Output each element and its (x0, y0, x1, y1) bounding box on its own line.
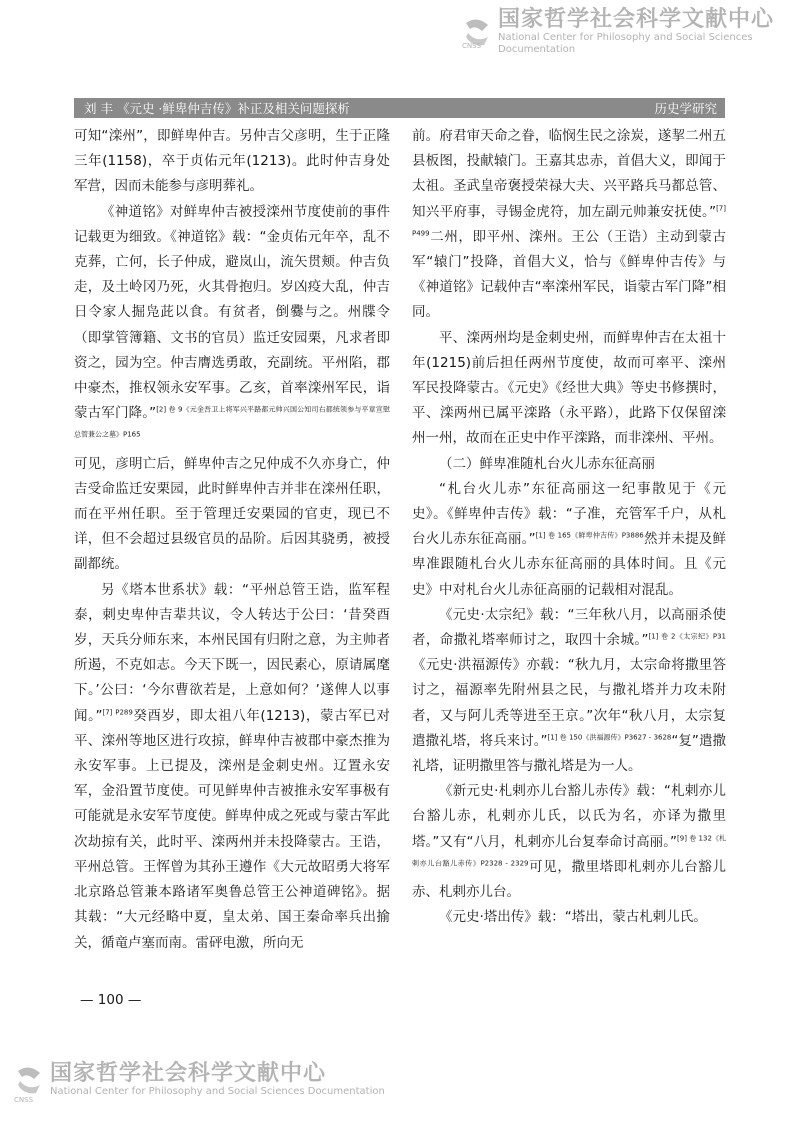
paragraph: 前。府君审天命之眷，临悯生民之涂炭，遂挈二州五县板图，投献辕门。王嘉其忠赤，首倡大义，即闻于太祖。圣武皇帝褒授荣禄大夫、兴平路兵马都总管、知兴平府事，寻锡金虎符，加左副元帅兼安抚使。”$^{[7] P499}$二州，即平州、滦州。王公（王诰）主动到蒙古军“辕门”投降，首倡大义，恰与《鲜卑仲吉传》与《神道铭》记载仲吉“率滦州军民，诣蒙古军门降”相同。 (412, 128, 726, 321)
paragraph: 《元史·太宗纪》载：“三年秋八月，以高丽杀使者，命撒礼塔率师讨之，取四十余城。”$^{[1] 卷 2《太宗纪》P31}$《元史·洪福源传》亦载：“秋九月，太宗命将撒里答讨之，福源率先附州县之民，与撒礼塔并力攻未附者，又与阿儿秃等进至王京。”次年“秋八月，太宗复遣撒礼塔，将兵来讨。”$^{[1] 卷 150《洪福源传》P3627 - 3628}$“复”遣撒礼塔，证明撒里答与撒礼塔是为一人。 (412, 606, 726, 775)
watermark-bottom (14, 1061, 385, 1104)
footnote-citation: [7] P289 (102, 708, 133, 717)
footnote-citation: [9] 卷 132《札剌亦儿台豁儿赤传》P2328 - 2329 (412, 834, 727, 868)
ncpssd-logo-icon (14, 1065, 44, 1095)
footnote-citation: [7] P499 (412, 204, 726, 238)
paragraph: 平、滦两州均是金刺史州，而鲜卑仲吉在太祖十年(1215)前后担任两州节度使，故而可率平、滦州军民投降蒙古。《元史》《经世大典》等史书修撰时，平、滦两州已属平滦路（永平路），此路下仅保留滦州一州，故而在正史中作平滦路，而非滦州、平州。 (412, 329, 726, 447)
paragraph: 可见，彦明亡后，鲜卑仲吉之兄仲成不久亦身亡，仲吉受命监迁安栗园，此时鲜卑仲吉并非在滦州任职，而在平州任职。至于管理迁安栗园的官吏，现已不详，但不会超过县级官员的品阶。后因其骁勇，被授副都统。 (74, 455, 390, 573)
paragraph: 《神道铭》对鲜卑仲吉被授滦州节度使前的事件记载更为细致。《神道铭》载：“金贞佑元年卒，乱不克葬，亡何，长子仲成，避岚山，流矢贯颊。仲吉负走，及土岭冈乃死，火其骨抱归。岁凶疫大乱，仲吉日令家人掘凫茈以食。有贫者，倒爨与之。州牒令（即掌管簿籍、文书的官员）监迁安园栗，凡求者即资之，园为空。仲吉膺选勇敢，充副统。平州陷，郡中豪杰，推权领永安军事。乙亥，首率滦州军民，诣蒙古军门降。”$^{[2] 卷 9《元金吾卫上将军兴平路都元帅兴国公知司右都统领参与平章宣慰总管兼公之墓》P165}$ (74, 203, 390, 439)
watermark-title-cn: 国家哲学社会科学文献中心 (50, 1061, 327, 1086)
footnote-citation: [2] 卷 9《元金吾卫上将军兴平路都元帅兴国公知司右都统领参与平章宣慰总管兼公之墓》P165 (74, 405, 390, 439)
paragraph: “札台火儿赤”东征高丽这一纪事散见于《元史》。《鲜卑仲吉传》载：“子准，充管军千户，从札台火儿赤东征高丽。”$^{[1] 卷 165《鲜卑仲吉传》P3886}$然并未提及鲜卑准跟随札台火儿赤东征高丽的具体时间。且《元史》中对札台火儿赤征高丽的记载相对混乱。 (412, 480, 727, 598)
header-journal-name: 历史学研究 (654, 101, 717, 116)
header-article-title: 刘 丰 《元史 ·鲜卑仲吉传》补正及相关问题探析 (84, 101, 350, 116)
footnote-citation: [1] 卷 2《太宗纪》P31 (648, 632, 726, 641)
paragraph: 《新元史·札剌亦儿台豁儿赤传》载：“札剌亦儿台豁儿赤，札剌亦儿氏，以氏为名，亦译为撒里塔。”又有“八月，札剌亦儿台复奉命讨高丽。”$^{[9] 卷 132《札剌亦儿台豁儿赤传》P2328 - 2329}$可见，撒里塔即札剌亦儿台豁儿赤、札剌亦儿台。 (412, 783, 727, 901)
watermark-title-cn: 国家哲学社会科学文献中心 (498, 7, 775, 32)
paragraph: 另《塔本世系状》载：“平州总管王诰，监军程泰，刺史卑仲吉辈共议，令人转达于公曰：‘昔癸酉岁，天兵分师东来，本州民国有归附之意，为主帅者所遏，不克如志。今天下既一，因民素心，原请属麾下。’公曰：‘今尔曹欲若是，上意如何？’遂俾人以事闻。”$^{[7] P289}$癸酉岁，即太祖八年(1213)，蒙古军已对平、滦州等地区进行攻掠，鲜卑仲吉被郡中豪杰推为永安军事。上已提及，滦州是金刺史州。辽置永安军，金沿置节度使。可见鲜卑仲吉被推永安军事极有可能就是永安军节度使。鲜卑仲成之死或与蒙古军此次劫掠有关，此时平、滦两州并未投降蒙古。王诰，平州总管。王恽曾为其孙王遵作《大元故昭勇大将军北京路总管兼本路诸军奥鲁总管王公神道碑铭》。据其载：“大元经略中夏，皇太弟、国王秦命率兵出揄关，循竜卢塞而南。雷砰电激，所向无 (74, 581, 390, 951)
watermark-title-en: National Center for Philosophy and Social Sciences Documentation (50, 1086, 385, 1097)
section-heading: （二）鲜卑准随札台火儿赤东征高丽 (439, 455, 655, 472)
watermark-title-en: National Center for Philosophy and Social Sciences Documentation (498, 32, 753, 55)
watermark-abbr: CNSS (14, 1096, 34, 1104)
running-header (74, 98, 725, 118)
right-column (412, 124, 726, 931)
watermark-abbr: CNSS (462, 42, 482, 50)
watermark-top (462, 8, 808, 56)
paragraph: 可知“滦州”，即鲜卑仲吉。另仲吉父彦明，生于正隆三年(1158)，卒于贞佑元年(1213)。此时仲吉身处军营，因而未能参与彦明葬礼。 (74, 128, 390, 195)
footnote-citation: [1] 卷 165《鲜卑仲吉传》P3886 (535, 531, 644, 540)
paragraph: 《元史·塔出传》载：“塔出，蒙古札剌儿氏。 (439, 909, 707, 926)
page-number: — 100 — (80, 992, 142, 1008)
footnote-citation: [1] 卷 150《洪福源传》P3627 - 3628 (547, 733, 672, 742)
left-column (74, 124, 390, 956)
